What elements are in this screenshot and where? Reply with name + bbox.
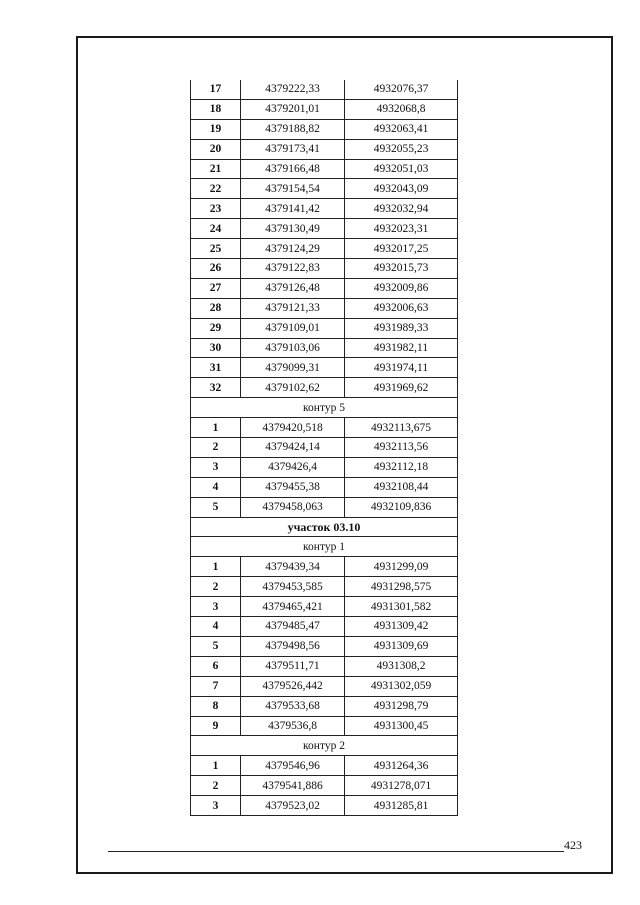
table-row <box>191 159 458 179</box>
table-row <box>191 99 458 119</box>
y-coordinate: 4932009,86 <box>345 278 458 298</box>
table-row <box>191 219 458 239</box>
point-number: 6 <box>191 656 241 676</box>
table-row <box>191 577 458 597</box>
x-coordinate: 4379102,62 <box>241 378 345 398</box>
table-row <box>191 278 458 298</box>
table-row <box>191 457 458 477</box>
point-number: 2 <box>191 438 241 458</box>
point-number: 24 <box>191 219 241 239</box>
x-coordinate: 4379109,01 <box>241 318 345 338</box>
point-number: 32 <box>191 378 241 398</box>
x-coordinate: 4379541,886 <box>241 776 345 796</box>
coordinates-table-body <box>191 80 458 815</box>
y-coordinate: 4932109,836 <box>345 497 458 517</box>
y-coordinate: 4931299,09 <box>345 557 458 577</box>
point-number: 17 <box>191 80 241 99</box>
x-coordinate: 4379173,41 <box>241 139 345 159</box>
y-coordinate: 4931264,36 <box>345 756 458 776</box>
y-coordinate: 4932032,94 <box>345 199 458 219</box>
point-number: 5 <box>191 497 241 517</box>
y-coordinate: 4932063,41 <box>345 119 458 139</box>
point-number: 27 <box>191 278 241 298</box>
x-coordinate: 4379424,14 <box>241 438 345 458</box>
point-number: 31 <box>191 358 241 378</box>
y-coordinate: 4931298,575 <box>345 577 458 597</box>
y-coordinate: 4932068,8 <box>345 99 458 119</box>
y-coordinate: 4932017,25 <box>345 239 458 259</box>
y-coordinate: 4931309,69 <box>345 636 458 656</box>
y-coordinate: 4932113,675 <box>345 418 458 438</box>
x-coordinate: 4379498,56 <box>241 636 345 656</box>
point-number: 1 <box>191 418 241 438</box>
table-row <box>191 477 458 497</box>
table-row <box>191 796 458 816</box>
point-number: 26 <box>191 259 241 279</box>
point-number: 20 <box>191 139 241 159</box>
x-coordinate: 4379121,33 <box>241 298 345 318</box>
point-number: 29 <box>191 318 241 338</box>
table-row <box>191 557 458 577</box>
contour-title: контур 2 <box>191 736 458 756</box>
table-row <box>191 239 458 259</box>
y-coordinate: 4932051,03 <box>345 159 458 179</box>
x-coordinate: 4379453,585 <box>241 577 345 597</box>
table-row <box>191 418 458 438</box>
y-coordinate: 4931298,79 <box>345 696 458 716</box>
section-title: участок 03.10 <box>191 517 458 537</box>
y-coordinate: 4932108,44 <box>345 477 458 497</box>
point-number: 25 <box>191 239 241 259</box>
x-coordinate: 4379465,421 <box>241 597 345 617</box>
x-coordinate: 4379126,48 <box>241 278 345 298</box>
point-number: 23 <box>191 199 241 219</box>
x-coordinate: 4379103,06 <box>241 338 345 358</box>
point-number: 3 <box>191 796 241 816</box>
table-row <box>191 656 458 676</box>
y-coordinate: 4932023,31 <box>345 219 458 239</box>
table-row <box>191 259 458 279</box>
point-number: 19 <box>191 119 241 139</box>
y-coordinate: 4931285,81 <box>345 796 458 816</box>
y-coordinate: 4931969,62 <box>345 378 458 398</box>
y-coordinate: 4931309,42 <box>345 617 458 637</box>
x-coordinate: 4379485,47 <box>241 617 345 637</box>
section-row <box>191 517 458 537</box>
table-row <box>191 298 458 318</box>
x-coordinate: 4379536,8 <box>241 716 345 736</box>
x-coordinate: 4379533,68 <box>241 696 345 716</box>
table-row <box>191 119 458 139</box>
x-coordinate: 4379154,54 <box>241 179 345 199</box>
y-coordinate: 4931302,059 <box>345 676 458 696</box>
table-row <box>191 716 458 736</box>
point-number: 7 <box>191 676 241 696</box>
point-number: 9 <box>191 716 241 736</box>
y-coordinate: 4932112,18 <box>345 457 458 477</box>
point-number: 21 <box>191 159 241 179</box>
footer-rule <box>108 851 564 852</box>
y-coordinate: 4931278,071 <box>345 776 458 796</box>
point-number: 1 <box>191 756 241 776</box>
y-coordinate: 4932055,23 <box>345 139 458 159</box>
y-coordinate: 4932076,37 <box>345 80 458 99</box>
y-coordinate: 4931989,33 <box>345 318 458 338</box>
point-number: 2 <box>191 577 241 597</box>
y-coordinate: 4932113,56 <box>345 438 458 458</box>
table-row <box>191 139 458 159</box>
contour-header-row <box>191 736 458 756</box>
table-row <box>191 199 458 219</box>
table-row <box>191 378 458 398</box>
x-coordinate: 4379455,38 <box>241 477 345 497</box>
x-coordinate: 4379188,82 <box>241 119 345 139</box>
contour-title: контур 1 <box>191 537 458 557</box>
x-coordinate: 4379201,01 <box>241 99 345 119</box>
point-number: 4 <box>191 477 241 497</box>
contour-header-row <box>191 537 458 557</box>
page-number: 423 <box>564 838 582 852</box>
x-coordinate: 4379122,83 <box>241 259 345 279</box>
point-number: 2 <box>191 776 241 796</box>
contour-header-row <box>191 398 458 418</box>
point-number: 8 <box>191 696 241 716</box>
x-coordinate: 4379458,063 <box>241 497 345 517</box>
x-coordinate: 4379141,42 <box>241 199 345 219</box>
x-coordinate: 4379426,4 <box>241 457 345 477</box>
x-coordinate: 4379222,33 <box>241 80 345 99</box>
table-row <box>191 676 458 696</box>
x-coordinate: 4379166,48 <box>241 159 345 179</box>
contour-title: контур 5 <box>191 398 458 418</box>
x-coordinate: 4379511,71 <box>241 656 345 676</box>
point-number: 3 <box>191 457 241 477</box>
table-row <box>191 80 458 99</box>
y-coordinate: 4931300,45 <box>345 716 458 736</box>
table-row <box>191 338 458 358</box>
table-row <box>191 497 458 517</box>
y-coordinate: 4931982,11 <box>345 338 458 358</box>
table-row <box>191 179 458 199</box>
y-coordinate: 4931308,2 <box>345 656 458 676</box>
table-row <box>191 617 458 637</box>
x-coordinate: 4379124,29 <box>241 239 345 259</box>
table-row <box>191 776 458 796</box>
y-coordinate: 4931301,582 <box>345 597 458 617</box>
point-number: 18 <box>191 99 241 119</box>
y-coordinate: 4931974,11 <box>345 358 458 378</box>
point-number: 3 <box>191 597 241 617</box>
x-coordinate: 4379099,31 <box>241 358 345 378</box>
x-coordinate: 4379420,518 <box>241 418 345 438</box>
point-number: 22 <box>191 179 241 199</box>
table-row <box>191 597 458 617</box>
y-coordinate: 4932006,63 <box>345 298 458 318</box>
coordinates-table-container <box>190 80 457 816</box>
x-coordinate: 4379523,02 <box>241 796 345 816</box>
x-coordinate: 4379130,49 <box>241 219 345 239</box>
point-number: 28 <box>191 298 241 318</box>
table-row <box>191 318 458 338</box>
point-number: 1 <box>191 557 241 577</box>
x-coordinate: 4379546,96 <box>241 756 345 776</box>
table-row <box>191 438 458 458</box>
table-row <box>191 756 458 776</box>
coordinates-table <box>190 80 458 816</box>
x-coordinate: 4379526,442 <box>241 676 345 696</box>
point-number: 4 <box>191 617 241 637</box>
point-number: 5 <box>191 636 241 656</box>
point-number: 30 <box>191 338 241 358</box>
y-coordinate: 4932015,73 <box>345 259 458 279</box>
table-row <box>191 636 458 656</box>
x-coordinate: 4379439,34 <box>241 557 345 577</box>
table-row <box>191 696 458 716</box>
y-coordinate: 4932043,09 <box>345 179 458 199</box>
table-row <box>191 358 458 378</box>
